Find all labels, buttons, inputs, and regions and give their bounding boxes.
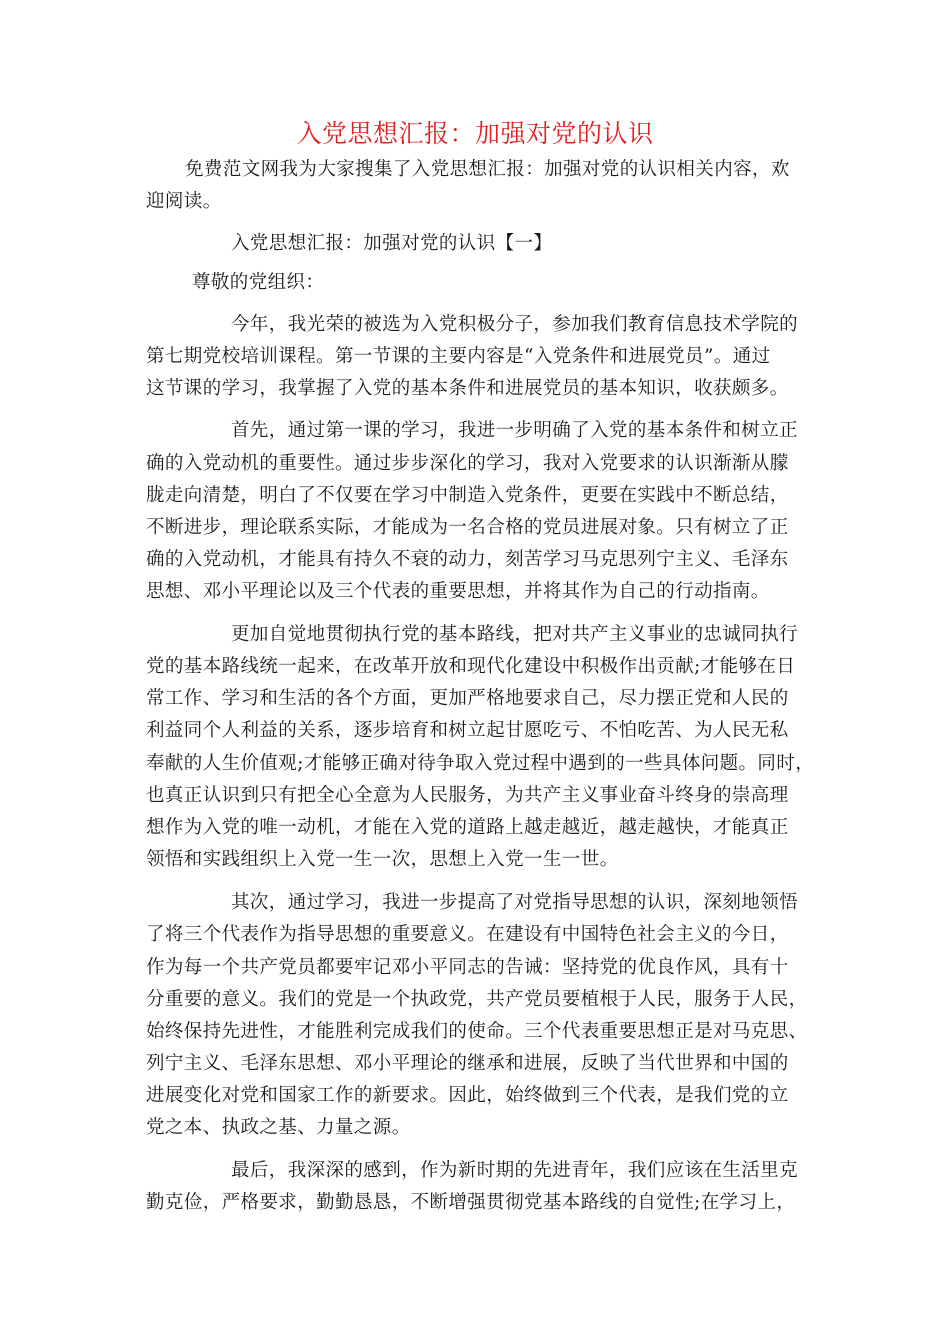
paragraph-line: 作为每一个共产党员都要牢记邓小平同志的告诫：坚持党的优良作风，具有十	[146, 957, 789, 978]
paragraph-line: 今年，我光荣的被选为入党积极分子，参加我们教育信息技术学院的	[231, 314, 799, 335]
paragraph-line: 首先，通过第一课的学习，我进一步明确了入党的基本条件和树立正	[231, 420, 799, 441]
paragraph-line: 也真正认识到只有把全心全意为人民服务，为共产主义事业奋斗终身的崇高理	[146, 785, 789, 806]
paragraph-line: 其次，通过学习，我进一步提高了对党指导思想的认识，深刻地领悟	[231, 892, 799, 913]
paragraph-line: 胧走向清楚，明白了不仅要在学习中制造入党条件，更要在实践中不断总结，	[146, 485, 789, 506]
intro-line: 迎阅读。	[146, 191, 222, 212]
intro-line: 免费范文网我为大家搜集了入党思想汇报：加强对党的认识相关内容，欢	[185, 159, 790, 180]
paragraph-line: 第七期党校培训课程。第一节课的主要内容是“入党条件和进展党员”。通过	[146, 346, 771, 367]
paragraph-line: 常工作、学习和生活的各个方面，更加严格地要求自己，尽力摆正党和人民的	[146, 688, 789, 709]
paragraph-line: 始终保持先进性，才能胜利完成我们的使命。三个代表重要思想正是对马克思、	[146, 1021, 808, 1042]
paragraph-line: 勤克俭，严格要求，勤勤恳恳，不断增强贯彻党基本路线的自觉性;在学习上，	[146, 1192, 796, 1213]
paragraph-line: 想作为入党的唯一动机，才能在入党的道路上越走越近，越走越快，才能真正	[146, 817, 789, 838]
paragraph-line: 党之本、执政之基、力量之源。	[146, 1117, 411, 1138]
paragraph-line: 确的入党动机，才能具有持久不衰的动力，刻苦学习马克思列宁主义、毛泽东	[146, 549, 789, 570]
paragraph-line: 分重要的意义。我们的党是一个执政党，共产党员要植根于人民，服务于人民，	[146, 989, 808, 1010]
paragraph-line: 思想、邓小平理论以及三个代表的重要思想，并将其作为自己的行动指南。	[146, 581, 770, 602]
document-title: 入党思想汇报：加强对党的认识	[296, 119, 654, 148]
paragraph-line: 利益同个人利益的关系，逐步培育和树立起甘愿吃亏、不怕吃苦、为人民无私	[146, 720, 789, 741]
section-heading: 入党思想汇报：加强对党的认识【一】	[231, 233, 553, 254]
paragraph-line: 进展变化对党和国家工作的新要求。因此，始终做到三个代表，是我们党的立	[146, 1085, 789, 1106]
salutation: 尊敬的党组织：	[192, 272, 325, 293]
paragraph-line: 党的基本路线统一起来，在改革开放和现代化建设中积极作出贡献;才能够在日	[146, 656, 796, 677]
paragraph-line: 这节课的学习，我掌握了入党的基本条件和进展党员的基本知识，收获颇多。	[146, 378, 789, 399]
paragraph-line: 确的入党动机的重要性。通过步步深化的学习，我对入党要求的认识渐渐从朦	[146, 453, 789, 474]
paragraph-line: 更加自觉地贯彻执行党的基本路线，把对共产主义事业的忠诚同执行	[231, 624, 799, 645]
paragraph-line: 奉献的人生价值观;才能够正确对待争取入党过程中遇到的一些具体问题。同时，	[146, 753, 815, 774]
paragraph-line: 领悟和实践组织上入党一生一次，思想上入党一生一世。	[146, 849, 619, 870]
paragraph-line: 最后，我深深的感到，作为新时期的先进青年，我们应该在生活里克	[231, 1160, 799, 1181]
paragraph-line: 了将三个代表作为指导思想的重要意义。在建设有中国特色社会主义的今日，	[146, 924, 789, 945]
paragraph-line: 不断进步，理论联系实际，才能成为一名合格的党员进展对象。只有树立了正	[146, 517, 789, 538]
paragraph-line: 列宁主义、毛泽东思想、邓小平理论的继承和进展，反映了当代世界和中国的	[146, 1053, 789, 1074]
